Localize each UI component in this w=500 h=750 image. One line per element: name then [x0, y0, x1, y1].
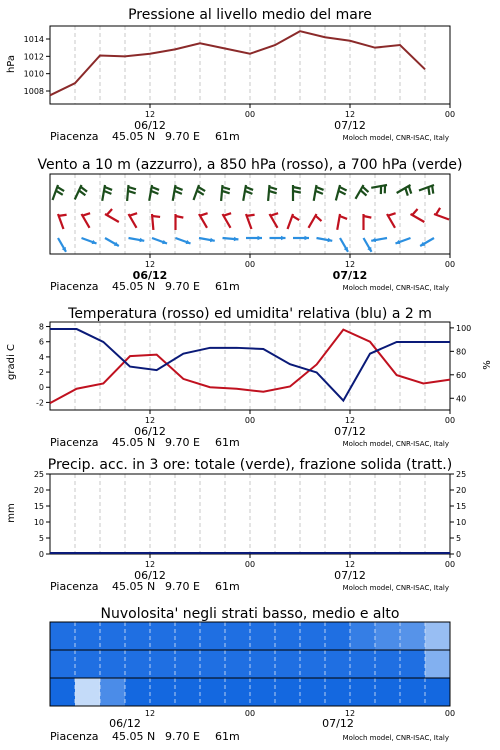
cloud-cell: [375, 650, 401, 678]
wind-credit: Moloch model, CNR-ISAC, Italy: [342, 284, 449, 292]
wind-barb-700-feather: [222, 187, 230, 189]
wind-barb-700-feather: [428, 187, 429, 195]
cloud-cell: [250, 622, 276, 650]
wind-date: 07/12: [332, 269, 368, 282]
wind-location-lat: 45.05 N: [112, 280, 156, 293]
cloud-cell: [50, 650, 76, 678]
cloud-cell: [325, 678, 351, 706]
wind-location-name: Piacenza: [50, 280, 99, 293]
temp-ytick-label: 0: [38, 383, 44, 393]
precip-xtick-label: 00: [244, 560, 256, 569]
pressure-date: 07/12: [334, 119, 366, 132]
wind-barb-850-feather: [364, 216, 372, 218]
temp-location-name: Piacenza: [50, 436, 99, 449]
wind-barb-700-feather: [56, 191, 63, 195]
temp-xtick-label: 00: [244, 416, 256, 425]
wind-arrow-10m-head: [281, 236, 285, 241]
cloud-cell: [350, 650, 376, 678]
cloud-cell: [75, 622, 101, 650]
precip-ytick-label: 0: [38, 550, 44, 559]
pressure-line: [50, 31, 425, 95]
wind-barb-850-feather: [340, 216, 347, 219]
wind-barb-700-feather: [293, 187, 301, 189]
cloud-cell: [175, 622, 201, 650]
cloud-xtick-label: 12: [144, 709, 156, 718]
precip-ytick-right-label: 10: [456, 518, 467, 527]
cloud-cell: [50, 678, 76, 706]
wind-barb-850-feather: [224, 213, 232, 216]
cloud-cell: [50, 622, 76, 650]
precip-date: 06/12: [134, 569, 166, 582]
wind-barb-850-feather: [83, 213, 91, 216]
wind-arrow-10m-head: [258, 236, 262, 241]
wind-barb-850-feather: [176, 216, 184, 218]
precip-ytick-right-label: 15: [456, 502, 467, 511]
cloud-cell: [400, 622, 426, 650]
cloud-cell: [150, 622, 176, 650]
precip-ytick-right-label: 0: [456, 550, 462, 559]
pressure-ytick-label: 1010: [23, 69, 44, 79]
wind-arrow-10m-head: [305, 236, 309, 241]
wind-barb-700-feather: [174, 191, 181, 194]
wind-barb-700-feather: [57, 187, 64, 191]
wind-xtick-label: 00: [244, 260, 256, 269]
wind-barb-700-feather: [269, 191, 277, 193]
wind-xtick-label: 12: [144, 260, 156, 269]
precip-xtick-label: 12: [344, 560, 356, 569]
precip-ytick-label: 20: [33, 486, 44, 495]
pressure-xtick-label: 00: [444, 110, 456, 119]
wind-barb-700-feather: [405, 188, 408, 196]
cloud-xtick-label: 00: [244, 709, 256, 718]
wind-barb-700-feather: [81, 187, 87, 192]
wind-barb-850-feather: [107, 209, 112, 215]
wind-location-lon: 9.70 E: [165, 280, 200, 293]
cloud-cell: [250, 650, 276, 678]
cloud-cell: [125, 622, 151, 650]
cloud-cell: [300, 622, 326, 650]
cloud-cell: [425, 650, 451, 678]
cloud-cell: [125, 678, 151, 706]
pressure-xtick-label: 00: [244, 110, 256, 119]
wind-barb-850-feather: [152, 216, 160, 217]
pressure-xtick-label: 12: [144, 110, 156, 119]
temp-ytick-label: -2: [36, 398, 44, 408]
precip-date: 07/12: [334, 569, 366, 582]
wind-barb-850-feather: [436, 208, 440, 215]
wind-xtick-label: 12: [344, 260, 356, 269]
wind-barb-700-feather: [246, 187, 253, 190]
wind-barb-700-feather: [198, 187, 205, 191]
wind-location-elev: 61m: [215, 280, 240, 293]
cloud-xtick-label: 00: [444, 709, 456, 718]
pressure-ytick-label: 1012: [23, 52, 44, 62]
pressure-date: 06/12: [134, 119, 166, 132]
cloud-cell: [350, 678, 376, 706]
cloud-cell: [225, 650, 251, 678]
precip-panel: [34, 470, 466, 593]
cloud-cell: [100, 622, 126, 650]
wind-barb-700-feather: [222, 191, 230, 193]
cloud-cell: [425, 678, 451, 706]
wind-barb-700-feather: [151, 191, 158, 194]
precip-ytick-label: 15: [33, 502, 44, 511]
wind-arrow-10m-head: [234, 237, 239, 242]
precip-xtick-label: 12: [144, 560, 156, 569]
precip-xtick-label: 00: [444, 560, 456, 569]
temp-xtick-label: 12: [144, 416, 156, 425]
wind-barb-700-feather: [269, 187, 277, 189]
wind-barb-700-feather: [175, 187, 182, 190]
cloud-cell: [200, 678, 226, 706]
cloud-location-lon: 9.70 E: [165, 730, 200, 743]
cloud-cell: [225, 622, 251, 650]
cloud-location-elev: 61m: [215, 730, 240, 743]
cloud-date: 06/12: [109, 717, 141, 730]
pressure-location-name: Piacenza: [50, 130, 99, 143]
precip-ytick-label: 10: [33, 518, 44, 527]
cloud-cell: [375, 678, 401, 706]
cloud-cell: [375, 622, 401, 650]
pressure-credit: Moloch model, CNR-ISAC, Italy: [342, 134, 449, 142]
temp-location-lon: 9.70 E: [165, 436, 200, 449]
pressure-ytick-label: 1014: [23, 35, 44, 44]
pressure-panel: [24, 26, 455, 143]
wind-title: Vento a 10 m (azzurro), a 850 hPa (rosso), a 700 hPa (verde): [37, 157, 463, 173]
cloud-cell: [175, 678, 201, 706]
wind-barb-850-feather: [200, 213, 208, 216]
cloud-cell: [275, 650, 301, 678]
precip-ytick-label: 25: [33, 470, 44, 479]
temp-ytick-label: 6: [38, 337, 44, 347]
cloud-cell: [400, 650, 426, 678]
wind-panel: [50, 174, 455, 293]
precip-ytick-right-label: 5: [456, 534, 462, 543]
cloud-cell: [350, 622, 376, 650]
cloud-cell: [75, 650, 101, 678]
cloud-cell: [250, 678, 276, 706]
wind-barb-700-feather: [432, 186, 433, 194]
wind-barb-700-feather: [128, 191, 136, 193]
temp-ytick-label: 8: [38, 322, 44, 332]
cloud-cell: [100, 650, 126, 678]
wind-barb-850-feather: [130, 213, 138, 216]
cloud-title: Nuvolosita' negli strati basso, medio e alto: [100, 606, 400, 622]
temp-ylabel: gradi C: [6, 344, 17, 380]
cloud-cell: [300, 678, 326, 706]
cloud-cell: [325, 650, 351, 678]
wind-barb-850-feather: [388, 213, 396, 216]
temp-date: 07/12: [334, 425, 366, 438]
wind-barb-700-feather: [409, 186, 412, 194]
cloud-cell: [150, 678, 176, 706]
cloud-panel: [50, 622, 455, 743]
temp-xtick-label: 00: [444, 416, 456, 425]
temp-date: 06/12: [134, 425, 166, 438]
cloud-credit: Moloch model, CNR-ISAC, Italy: [342, 734, 449, 742]
wind-barb-700-feather: [338, 191, 345, 195]
precip-location-name: Piacenza: [50, 580, 99, 593]
precip-frame: [50, 474, 450, 554]
pressure-location-lat: 45.05 N: [112, 130, 156, 143]
cloud-xtick-label: 12: [344, 709, 356, 718]
cloud-cell: [225, 678, 251, 706]
temp-location-lat: 45.05 N: [112, 436, 156, 449]
cloud-cell: [400, 678, 426, 706]
temp-title: Temperatura (rosso) ed umidita' relativa (blu) a 2 m: [68, 306, 432, 322]
cloud-date: 07/12: [322, 717, 354, 730]
wind-barb-700-feather: [128, 187, 136, 189]
cloud-cell: [75, 678, 101, 706]
cloud-location-lat: 45.05 N: [112, 730, 156, 743]
wind-barb-700-feather: [363, 187, 369, 192]
pressure-title: Pressione al livello medio del mare: [128, 7, 372, 23]
precip-location-elev: 61m: [215, 580, 240, 593]
precip-ytick-right-label: 20: [456, 486, 467, 495]
temp-location-elev: 61m: [215, 436, 240, 449]
cloud-cell: [325, 622, 351, 650]
cloud-cell: [200, 650, 226, 678]
cloud-location-name: Piacenza: [50, 730, 99, 743]
wind-barb-700-feather: [105, 187, 112, 190]
wind-barb-850-feather: [271, 213, 279, 216]
temp-ytick-label: 2: [38, 368, 44, 378]
cloud-cell: [275, 622, 301, 650]
wind-barb-700-feather: [79, 190, 85, 195]
humidity-ylabel: %: [482, 360, 493, 370]
precip-credit: Moloch model, CNR-ISAC, Italy: [342, 584, 449, 592]
cloud-cell: [150, 650, 176, 678]
wind-barb-850-feather: [412, 209, 417, 215]
temp-credit: Moloch model, CNR-ISAC, Italy: [342, 440, 449, 448]
cloud-cell: [100, 678, 126, 706]
wind-date: 06/12: [132, 269, 168, 282]
wind-barb-700-feather: [339, 187, 346, 191]
wind-barb-700-feather: [315, 191, 322, 194]
wind-xtick-label: 00: [444, 260, 456, 269]
temp-ytick-label: 4: [38, 352, 44, 362]
precip-location-lon: 9.70 E: [165, 580, 200, 593]
wind-barb-700-feather: [361, 190, 367, 195]
pressure-ytick-label: 1008: [23, 87, 44, 96]
pressure-ylabel: hPa: [6, 54, 17, 74]
pressure-location-elev: 61m: [215, 130, 240, 143]
wind-barb-700-feather: [245, 191, 252, 194]
cloud-cell: [425, 622, 451, 650]
precip-location-lat: 45.05 N: [112, 580, 156, 593]
precip-title: Precip. acc. in 3 ore: totale (verde), frazione solida (tratt.): [47, 457, 453, 473]
precip-ylabel: mm: [6, 503, 17, 523]
cloud-cell: [300, 650, 326, 678]
cloud-cell: [125, 650, 151, 678]
humidity-ytick-label: 40: [456, 394, 467, 404]
cloud-cell: [200, 622, 226, 650]
temp-xtick-label: 12: [344, 416, 356, 425]
precip-ytick-right-label: 25: [456, 470, 467, 479]
humidity-ytick-label: 100: [456, 323, 472, 333]
cloud-cell: [175, 650, 201, 678]
precip-ytick-label: 5: [38, 534, 44, 543]
wind-barb-700-feather: [316, 187, 323, 190]
pressure-xtick-label: 12: [344, 110, 356, 119]
temp-panel: [36, 322, 471, 449]
pressure-location-lon: 9.70 E: [165, 130, 200, 143]
wind-barb-850-feather: [292, 216, 299, 220]
humidity-ytick-label: 80: [456, 347, 467, 357]
wind-barb-700-feather: [104, 191, 111, 194]
wind-barb-850-feather: [316, 216, 322, 221]
wind-barb-700-feather: [152, 187, 159, 190]
wind-barb-850-feather: [59, 215, 67, 216]
wind-barb-850-feather: [247, 215, 255, 216]
cloud-cell: [275, 678, 301, 706]
humidity-ytick-label: 60: [456, 370, 467, 380]
